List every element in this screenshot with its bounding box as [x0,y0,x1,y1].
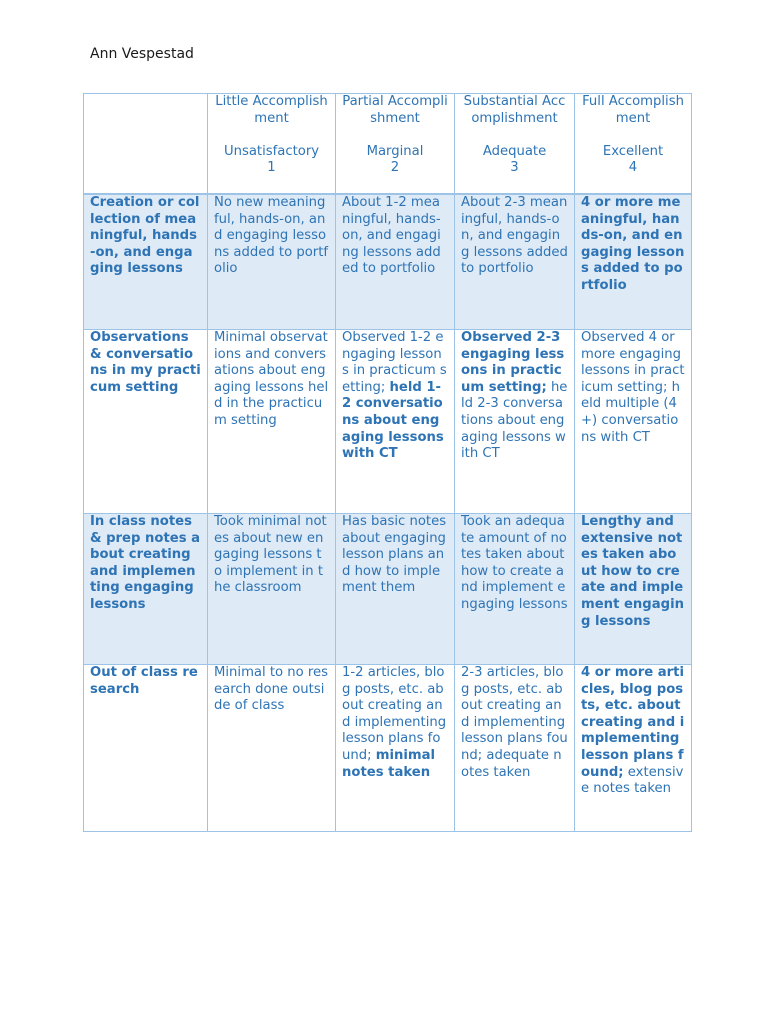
header-title: Substantial Accomplishment [463,94,566,126]
rating-cell [208,330,336,514]
rating-cell [336,514,455,665]
cell-text: No new meaningful, hands-on, and engaging lessons added to portfolio [214,195,329,277]
cell-text: Minimal to no research done outside of class [214,665,329,714]
cell-text: Observed 4 or more engaging lessons in practicum setting; held multiple (4+) conversations with CT [581,330,685,445]
rubric-table [83,93,692,832]
rating-cell [575,330,692,514]
header-level: Adequate [482,143,547,159]
rating-cell [208,194,336,330]
rating-cell [208,665,336,832]
rating-cell [575,665,692,832]
cell-text: 4 or more meaningful, hands-on, and engaging lessons added to portfolio [581,195,685,293]
cell-text: Took an adequate amount of notes taken about how to create and implement engaging lessons [461,514,568,612]
header-score: 3 [510,160,519,176]
header-level: Marginal [366,143,424,159]
header-title: Little Accomplishment [215,94,328,126]
cell-text: 1-2 articles, blog posts, etc. about creating and implementing lesson plans found; [342,665,447,763]
rating-cell [336,330,455,514]
criterion-cell: Observations & conversations in my practicum setting [84,330,208,514]
criterion-cell: In class notes & prep notes about creating and implementing engaging lessons [84,514,208,665]
header-level: Excellent [602,143,664,159]
header-title: Full Accomplishment [582,94,684,126]
rating-cell [455,194,575,330]
header-cell-4 [575,94,692,195]
header-cell-empty [84,94,208,195]
cell-text: Observed 1-2 engaging lessons in practicum setting; [342,330,447,395]
rating-cell [575,194,692,330]
cell-text: Observed 2-3 engaging lessons in practicum setting; [461,330,565,395]
header-row [84,94,692,195]
cell-text: 4 or more articles, blog posts, etc. about creating and implementing lesson plans found; [581,665,685,780]
cell-text: held 1-2 conversations about engaging lessons with CT [342,379,444,462]
rating-cell [455,665,575,832]
header-title: Partial Accomplishment [342,94,448,126]
header-cell-2 [336,94,455,195]
cell-text: Has basic notes about engaging lesson plans and how to implement them [342,514,447,596]
cell-text: About 2-3 meaningful, hands-on, and engaging lessons added to portfolio [461,195,568,277]
header-cell-3 [455,94,575,195]
author-name: Ann Vespestad [90,46,194,62]
criterion-cell: Out of class research [84,665,208,832]
rubric-row [84,514,692,665]
header-score: 1 [267,160,276,176]
rubric-row [84,330,692,514]
cell-text: extensive notes taken [581,764,684,797]
cell-text: Minimal observations and conversations about engaging lessons held in the practicum setting [214,330,329,428]
rubric-row [84,665,692,832]
rating-cell [208,514,336,665]
header-score: 2 [390,160,400,176]
cell-text: minimal notes taken [342,747,436,780]
cell-text: held 2-3 conversations about engaging lessons with CT [461,379,568,462]
cell-text: Took minimal notes about new engaging lessons to implement in the classroom [214,514,327,596]
rubric-body [84,94,692,832]
header-cell-1 [208,94,336,195]
rating-cell [455,330,575,514]
criterion-cell: Creation or collection of meaningful, hands-on, and engaging lessons [84,194,208,330]
rating-cell [575,514,692,665]
header-score: 4 [628,160,638,176]
cell-text: Lengthy and extensive notes taken about how to create and implement engaging lessons [581,514,684,629]
cell-text: About 1-2 meaningful, hands-on, and engaging lessons added to portfolio [342,195,441,277]
cell-text: 2-3 articles, blog posts, etc. about creating and implementing lesson plans found; adequate notes taken [461,665,568,780]
rubric-row [84,194,692,330]
rating-cell [336,665,455,832]
rating-cell [336,194,455,330]
rating-cell [455,514,575,665]
header-level: Unsatisfactory [223,143,320,159]
